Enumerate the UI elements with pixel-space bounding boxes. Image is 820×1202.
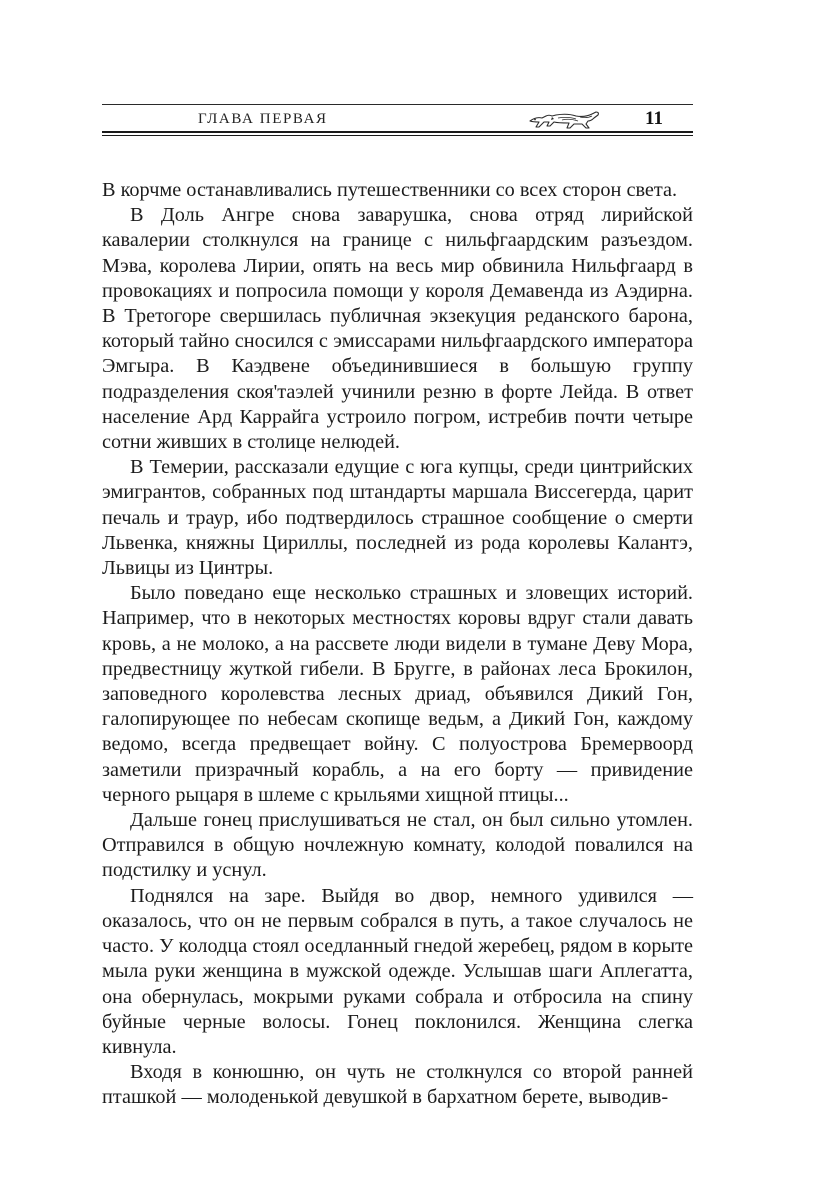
paragraph: Входя в конюшню, он чуть не столкнулся со второй ранней пташкой — молоденькой девушкой в бархатном берете, выводив-: [102, 1061, 693, 1109]
page-number: 11: [645, 108, 663, 129]
wolf-emblem-icon: [526, 107, 604, 131]
paragraph: В Темерии, рассказали едущие с юга купцы, среди цинтрийских эмигрантов, собранных под штандарты маршала Виссегерда, царит печаль и траур, ибо подтвердилось страшное сообщение о смерти Львенка, княжны Цириллы, последней из рода королевы Калантэ, Львицы из Цинтры.: [102, 456, 693, 580]
paragraph: Поднялся на заре. Выйдя во двор, немного удивился — оказалось, что он не первым собрался в путь, а такое случалось не часто. У колодца стоял оседланный гнедой жеребец, рядом в корыте мыла руки женщина в мужской одежде. Услышав шаги Аплегатта, она обернулась, мокрыми руками собрала и отбросила на спину буйные черные волосы. Гонец поклонился. Женщина слегка кивнула.: [102, 884, 693, 1058]
paragraph: Было поведано еще несколько страшных и зловещих историй. Например, что в некоторых местностях коровы вдруг стали давать кровь, а не молоко, а на рассвете люди видели в тумане Деву Мора, предвестницу жуткой гибели. В Бругге, в районах леса Брокилон, заповедного королевства лесных дриад, объявился Дикий Гон, галопирующее по небесам скопище ведьм, а Дикий Гон, каждому ведомо, всегда предвещает войну. С полуострова Бремервоорд заметили призрачный корабль, а на его борту — привидение черного рыцаря в шлеме с крыльями хищной птицы...: [102, 582, 693, 806]
header-rule-bottom-thin: [102, 135, 693, 136]
header-rule-top: [102, 104, 693, 105]
paragraph: В Доль Ангре снова заварушка, снова отряд лирийской кавалерии столкнулся на границе с нильфгаардским разъездом. Мэва, королева Лирии, опять на весь мир обвинила Нильфгаард в провокациях и попросила помощи у короля Демавенда из Аэдирна. В Третогоре свершилась публичная экзекуция реданского барона, который тайно сносился с эмиссарами нильфгаардского императора Эмгыра. В Каэдвене объединившиеся в большую группу подразделения скоя'таэлей учинили резню в форте Лейда. В ответ население Ард Каррайга устроило погром, истребив почти четыре сотни живших в столице нелюдей.: [102, 204, 693, 454]
paragraph: Дальше гонец прислушиваться не стал, он был сильно утомлен. Отправился в общую ночлежную комнату, колодой повалился на подстилку и уснул.: [102, 809, 693, 882]
body-text: [102, 178, 693, 1111]
header-rule-bottom: [102, 131, 693, 133]
running-header: [102, 104, 693, 134]
paragraph: В корчме останавливались путешественники со всех сторон света.: [102, 179, 678, 201]
chapter-title: ГЛАВА ПЕРВАЯ: [198, 111, 328, 127]
